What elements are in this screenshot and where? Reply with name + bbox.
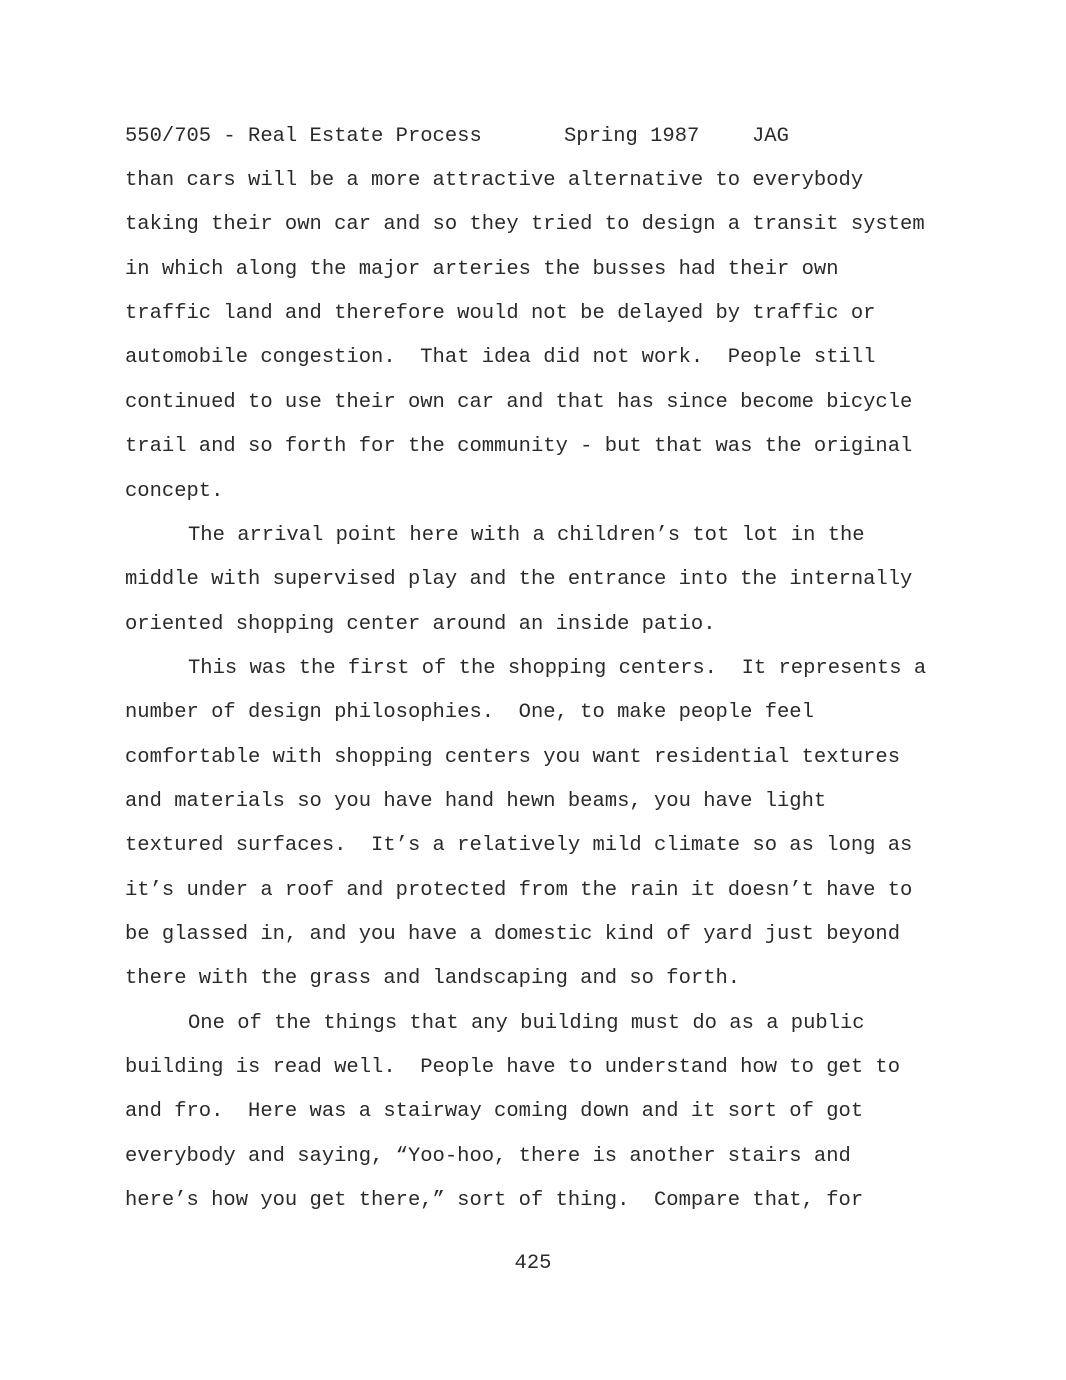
text-line: traffic land and therefore would not be delayed by traffic or (125, 302, 876, 325)
text-line: number of design philosophies. One, to make people feel (125, 701, 814, 724)
text-line: building is read well. People have to understand how to get to (125, 1056, 901, 1079)
text-line: automobile congestion. That idea did not work. People still (125, 346, 876, 369)
page-number: 425 (514, 1252, 552, 1275)
text-line: taking their own car and so they tried to design a transit system (125, 213, 925, 236)
text-line: trail and so forth for the community - but that was the original (125, 435, 913, 458)
header-term: Spring 1987 (564, 125, 700, 148)
header-course: 550/705 - Real Estate Process (125, 125, 482, 148)
paragraph-first-line: One of the things that any building must do as a public (188, 1012, 865, 1035)
text-line: everybody and saying, “Yoo-hoo, there is another stairs and (125, 1145, 851, 1168)
text-line: and fro. Here was a stairway coming down and it sort of got (125, 1100, 864, 1123)
text-line: than cars will be a more attractive alternative to everybody (125, 169, 864, 192)
running-header (125, 124, 789, 150)
text-line: oriented shopping center around an inside patio. (125, 613, 716, 636)
text-line: it’s under a roof and protected from the rain it doesn’t have to (125, 879, 913, 902)
text-line: textured surfaces. It’s a relatively mild climate so as long as (125, 834, 913, 857)
paragraph-first-line: This was the first of the shopping centers. It represents a (188, 657, 927, 680)
text-line: continued to use their own car and that has since become bicycle (125, 391, 913, 414)
paragraph-first-line: The arrival point here with a children’s tot lot in the (188, 524, 865, 547)
text-line: and materials so you have hand hewn beams, you have light (125, 790, 827, 813)
text-line: here’s how you get there,” sort of thing. Compare that, for (125, 1189, 864, 1212)
text-line: in which along the major arteries the busses had their own (125, 258, 839, 281)
text-line: be glassed in, and you have a domestic kind of yard just beyond (125, 923, 901, 946)
header-initials: JAG (752, 125, 789, 148)
text-line: concept. (125, 480, 224, 503)
text-line: comfortable with shopping centers you want residential textures (125, 746, 901, 769)
text-line: middle with supervised play and the entrance into the internally (125, 568, 913, 591)
text-line: there with the grass and landscaping and so forth. (125, 967, 741, 990)
